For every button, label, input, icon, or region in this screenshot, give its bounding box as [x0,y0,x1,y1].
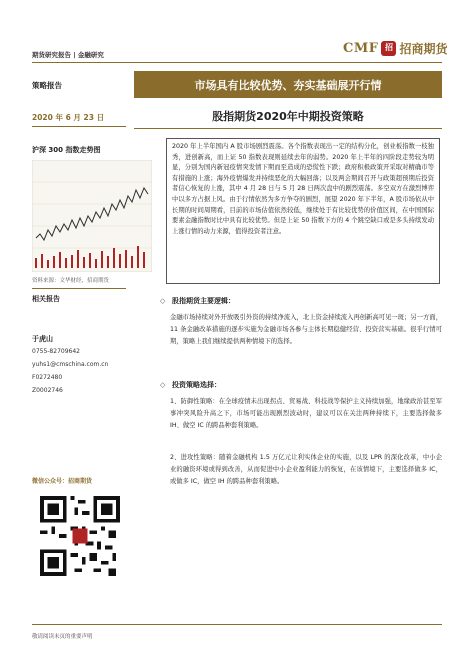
header-divider [32,62,442,63]
section-heading-strategy [160,380,221,390]
sidebar-divider [32,126,126,127]
author-email[interactable]: yuhs1@cmschina.com.cn [32,361,109,368]
report-type: 策略报告 [32,81,62,90]
diamond-bullet-icon: ◇ [160,381,166,389]
abstract-text: 2020 年上半年国内 A 股市场剧烈震荡。各个指数表现出一定的结构分化，创业板指数一枝独秀，进创新高，而上证 50 指数表现则延续去年的弱势。2020 年上半年的四阶段走势较为明显，分别为国内新冠疫情突发情下期而至造成的恐慌性下跌；政府积极政策开采取对精确市等有措施的上涨；海外疫情爆发并持续恶化的大幅回落；以及两会期间召开与政策超预期后投资者信心恢复的上涨，其中 4 月 28 日与 5 月 28 日两次盘中的剧烈震荡。多空双方在激烈博弈中以多方占据上风。由于行情依然为多方争夺的剧烈，展望 2020 年下半年，A 股市场依从中长期的时间周期看，目前的市场估值依然较低，继续处于有比较优势的价值区间，在中国国际要素金融指数时比中具有比较优势。但是上证 50 指数下方的 4 个跳空缺口或是多头持续发动上涨行情的动力来源，值得投资者注意。 [172,143,434,235]
header-left-text: 期货研究报告 | 金融研究 [32,51,104,59]
abstract-box [166,138,440,284]
diamond-bullet-icon: ◇ [160,297,166,305]
author-license-2: Z0002746 [32,387,63,394]
title-banner: 市场具有比较优势、夯实基础展开行情 [134,71,442,98]
section-paragraph: 1、防御性策略：在全球疫情未出现拐点、贸易战、科技战等保护主义持续加强，地缘政治甚至军事冲突风险升高之下，市场可能出现剧烈波动时，建议可以在关注两种持续下，主要选择做多 IH、做空 IC 的跨品种套利策略。 [170,398,442,430]
section-title: 投资策略选择： [172,381,221,389]
chart-caption: 资料来源：文华财经，招商期货 [32,278,110,284]
logo-seal-icon [381,41,396,56]
company-logo [343,36,447,60]
section-paragraph: 2、进攻性策略：随着金融机构 1.5 万亿元让利实体企业的实施，以及 LPR 的深化改革，中小企业的融资环境或得到改善，从而促进中小企业盈利能力的恢复，在该情境下，主要选择做多 IC，或做多 IC，做空 IH 的跨品种套利策略。 [170,454,442,486]
section-paragraph: 金融市场持续对外开放吸引外资的持续净流入，北上资金持续流入再创新高可见一斑；另一方面，11 条金融改革措施的逐步实施为金融市场各参与主体长期稳健经营、投资营实基础。很乎行情可期，策略上我们继续提供两种情境下的选择。 [170,314,442,346]
section-title: 股指期货主要逻辑： [172,297,235,305]
wechat-label: 微信公众号：招商期货 [32,478,93,485]
footer-divider [32,624,442,625]
report-date: 2020 年 6 月 23 日 [32,113,105,122]
sidebar-divider-2 [32,288,126,289]
page-title: 股指期货2020年中期投资策略 [212,110,364,123]
logo-en: CMF [343,40,379,56]
author-name: 于虎山 [32,335,53,343]
logo-cn: 招商期货 [399,41,448,56]
wechat-qr-code-icon [40,496,120,576]
section-heading-logic [160,296,235,306]
related-reports-heading: 相关报告 [32,295,60,303]
chart-title: 沪深 300 指数走势图 [32,146,101,154]
footer-disclaimer: 敬请阅读末页的重要声明 [32,634,93,640]
logo-seal-text: 招 [384,43,393,52]
title-divider [134,128,442,129]
author-phone: 0755-82709642 [32,348,80,355]
index-trend-chart [32,160,152,272]
author-license-1: F0272480 [32,374,63,381]
